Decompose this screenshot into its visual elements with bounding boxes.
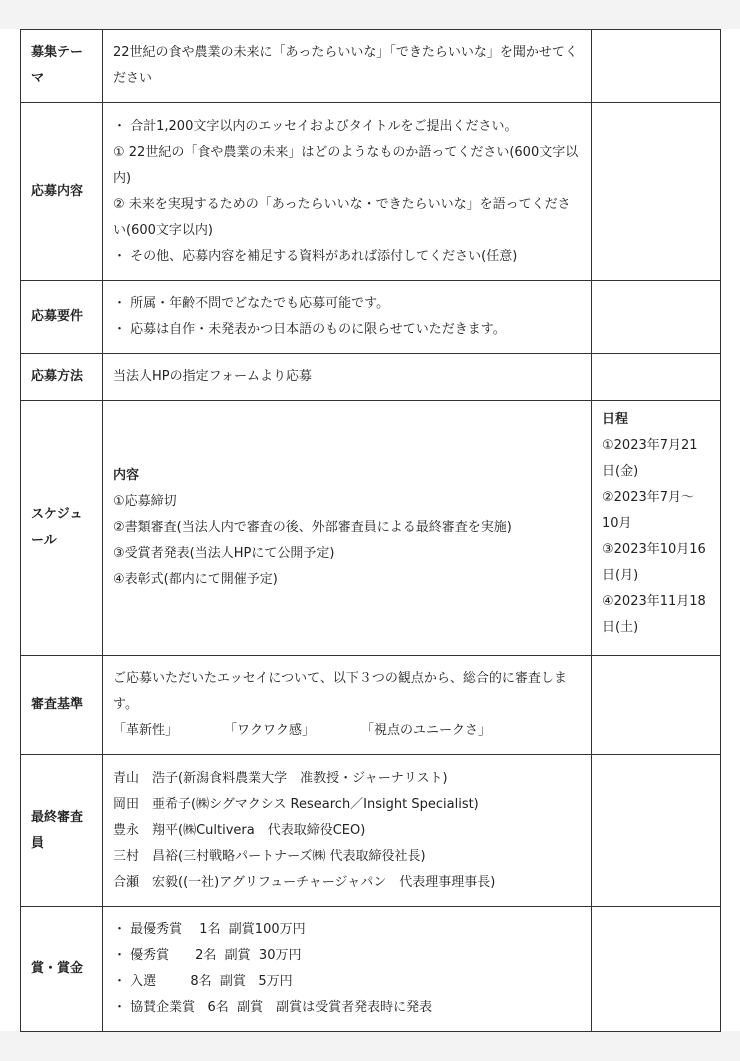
prize-line: ・ 協賛企業賞 6名 副賞 副賞は受賞者発表時に発表 xyxy=(113,1000,433,1015)
method-content: 当法人HPの指定フォームより応募 xyxy=(103,354,592,401)
criteria-point: 「視点のユニークさ」 xyxy=(361,723,492,738)
theme-content: 22世紀の食や農業の未来に「あったらいいな」「できたらいいな」を聞かせてください xyxy=(103,30,592,103)
schedule-date: ④2023年11月18日(土) xyxy=(602,594,706,635)
judges-cell xyxy=(103,755,592,907)
label-judges: 最終審査員 xyxy=(21,755,103,907)
judges-extra-cell xyxy=(592,755,721,907)
content-line: ① 22世紀の「食や農業の未来」はどのようなものか語ってください(600文字以内) xyxy=(113,144,579,186)
schedule-item: ②書類審査(当法人内で審査の後、外部審査員による最終審査を実施) xyxy=(113,520,512,535)
criteria-cell xyxy=(103,656,592,755)
judge-line: 合瀬 宏毅((一社)アグリフューチャージャパン 代表理事理事長) xyxy=(113,874,496,890)
judge-line: 青山 浩子(新潟食料農業大学 准教授・ジャーナリスト) xyxy=(113,770,448,786)
prizes-cell xyxy=(103,907,592,1032)
schedule-item: ③受賞者発表(当法人HPにて公開予定) xyxy=(113,546,335,561)
schedule-date: ②2023年7月～10月 xyxy=(602,490,695,531)
contest-info-table xyxy=(20,29,721,1032)
theme-extra-cell xyxy=(592,30,721,103)
schedule-dates-cell xyxy=(592,401,721,656)
judge-line: 三村 昌裕(三村戦略パートナーズ㈱ 代表取締役社長) xyxy=(113,848,426,864)
prize-line: ・ 入選 8名 副賞 5万円 xyxy=(113,974,293,989)
label-prizes: 賞・賞金 xyxy=(21,907,103,1032)
schedule-content-header: 内容 xyxy=(113,468,140,483)
row-theme xyxy=(21,30,721,103)
prizes-extra-cell xyxy=(592,907,721,1032)
judge-line: 岡田 亜希子(㈱シグマクシス Research／Insight Specialist) xyxy=(113,796,479,812)
schedule-dates-header: 日程 xyxy=(602,412,629,427)
criteria-intro: ご応募いただいたエッセイについて、以下３つの観点から、総合的に審査します。 xyxy=(113,671,567,712)
prize-line: ・ 最優秀賞 1名 副賞100万円 xyxy=(113,922,306,937)
label-schedule: スケジュール xyxy=(21,401,103,656)
criteria-extra-cell xyxy=(592,656,721,755)
row-judges xyxy=(21,755,721,907)
requirements-cell xyxy=(103,281,592,354)
content-line: ・ その他、応募内容を補足する資料があれば添付してください(任意) xyxy=(113,248,518,264)
content-line: ② 未来を実現するための「あったらいいな・できたらいいな」を語ってください(600文字以内) xyxy=(113,196,571,238)
schedule-item: ①応募締切 xyxy=(113,494,177,509)
content-cell xyxy=(103,103,592,281)
row-schedule xyxy=(21,401,721,656)
judge-line: 豊永 翔平(㈱Cultivera 代表取締役CEO) xyxy=(113,822,366,838)
row-prizes xyxy=(21,907,721,1032)
row-requirements xyxy=(21,281,721,354)
requirements-extra-cell xyxy=(592,281,721,354)
criteria-points xyxy=(113,718,581,744)
label-theme: 募集テーマ xyxy=(21,30,103,103)
row-criteria xyxy=(21,656,721,755)
label-content: 応募内容 xyxy=(21,103,103,281)
schedule-date: ①2023年7月21日(金) xyxy=(602,438,698,479)
schedule-date: ③2023年10月16日(月) xyxy=(602,542,706,583)
row-content xyxy=(21,103,721,281)
label-criteria: 審査基準 xyxy=(21,656,103,755)
requirement-line: ・ 所属・年齢不問でどなたでも応募可能です。 xyxy=(113,296,390,311)
label-requirements: 応募要件 xyxy=(21,281,103,354)
row-method xyxy=(21,354,721,401)
content-extra-cell xyxy=(592,103,721,281)
schedule-item: ④表彰式(都内にて開催予定) xyxy=(113,572,278,587)
label-method: 応募方法 xyxy=(21,354,103,401)
criteria-point: 「革新性」 xyxy=(113,723,179,738)
prize-line: ・ 優秀賞 2名 副賞 30万円 xyxy=(113,948,302,963)
requirement-line: ・ 応募は自作・未発表かつ日本語のものに限らせていただきます。 xyxy=(113,322,506,337)
schedule-content-cell xyxy=(103,401,592,656)
document-page xyxy=(0,29,740,1031)
method-extra-cell xyxy=(592,354,721,401)
criteria-point: 「ワクワク感」 xyxy=(224,723,316,738)
content-line: ・ 合計1,200文字以内のエッセイおよびタイトルをご提出ください。 xyxy=(113,118,518,134)
